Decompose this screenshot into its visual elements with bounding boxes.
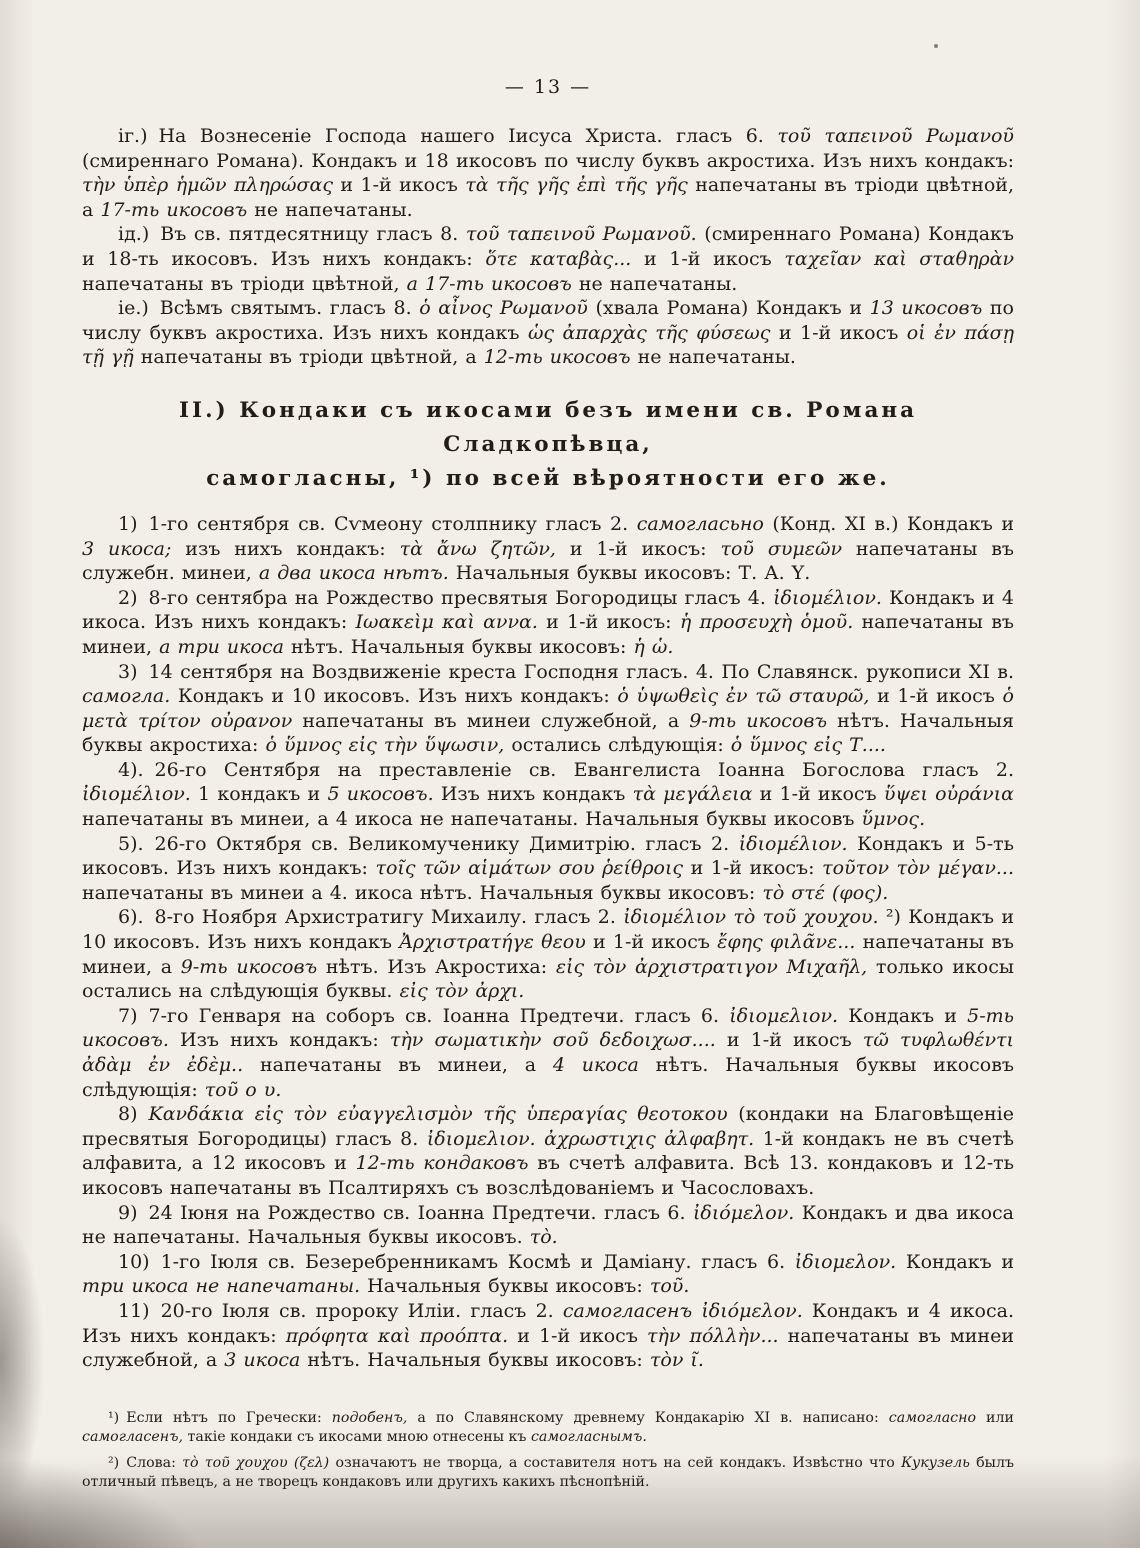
- entry-number: іе.): [118, 297, 149, 320]
- footnote-text: Слова: τὸ τοῦ χουχου (ζελ) означаютъ не творца, а составителя нотъ на сей кондакъ. Извѣстно что Кукузель былъ отличный пѣвецъ, а не творецъ кондаковъ или другихъ какихъ пѣснопѣній.: [82, 1455, 1015, 1491]
- page-number: — 13 —: [504, 76, 592, 98]
- item-text: 14 сентября на Воздвиженіе креста Господня гласъ. 4. По Славянск. рукописи XI в. самогла. Кондакъ и 10 икосовъ. Изъ нихъ кондакъ: ὁ ὑψωθεὶς ἐν τῶ σταυρῶ, и 1-й икосъ ὁ μετὰ τρίτον οὐρανον напечатаны въ минеи служебной, а 9-ть икосовъ нѣтъ. Начальныя буквы акростиха: ὁ ὕμνος εἰς τὴν ὕψωσιν, остались слѣдующія: ὁ ὕμνος εἰς Т....: [82, 660, 1014, 757]
- list-item-5: [82, 832, 1014, 906]
- footnote-text: Если нѣтъ по Гречески: подобенъ, а по Славянскому древнему Кондакарію XI в. написано: самогласно или самогласенъ, такіе кондаки съ икосами мною отнесены къ самогласнымъ.: [82, 1409, 1014, 1445]
- footnote-marker: ²): [108, 1455, 120, 1472]
- list-item-8: [82, 1102, 1014, 1200]
- intro-paragraph-13: [82, 124, 1014, 222]
- item-number: 7): [118, 1004, 138, 1027]
- item-number: 2): [118, 586, 138, 609]
- footnote-1: [82, 1409, 1014, 1447]
- item-text: 26-го Октября св. Великомученику Димитрію. гласъ 2. ἰδιομέλιον. Кондакъ и 5-ть икосовъ. Изъ нихъ кондакъ: τοῖς τῶν αἱμάτων σου ῥείθροις и 1-й икосъ: τοῦτον τὸν μέγαν... напечатаны въ минеи а 4. икоса нѣтъ. Начальныя буквы икосовъ: τὸ στέ (φος).: [82, 832, 1015, 904]
- item-text: 20-го Іюля св. пророку Иліи. гласъ 2. самогласенъ ἰδιόμελον. Кондакъ и 4 икоса. Изъ нихъ кондакъ: πρόφητα καὶ προόπτα. и 1-й икосъ τὴν πόλλὴν... напечатаны въ минеи служебной, а 3 икоса нѣтъ. Начальныя буквы икосовъ: τὸν ῖ.: [82, 1299, 1015, 1372]
- entry-text: Всѣмъ святымъ. гласъ 8. ὁ αἶνος Ρωμανοῦ (хвала Романа) Кондакъ и 13 икосовъ по числу буквъ акростиха. Изъ нихъ кондакъ ὡς ἀπαρχὰς τῆς φύσεως и 1-й икосъ οἱ ἐν πάσῃ τῇ γῇ напечатаны въ тріоди цвѣтной, а 12-ть икосовъ не напечатаны.: [82, 297, 1015, 369]
- section-heading-line2: самогласны, ¹) по всей вѣроятности его же.: [206, 465, 890, 491]
- list-item-10: [82, 1250, 1014, 1299]
- footnote-marker: ¹): [108, 1409, 120, 1426]
- item-number: 9): [118, 1201, 138, 1224]
- footnote-2: [82, 1454, 1014, 1492]
- item-number: 11): [118, 1299, 150, 1322]
- section-heading-line1: II.) Кондаки съ икосами безъ имени св. Романа Сладкопѣвца,: [178, 397, 918, 457]
- numbered-list-section: [82, 512, 1014, 1373]
- intro-paragraph-14: [82, 222, 1014, 296]
- item-text: 7-го Генваря на соборъ св. Іоанна Предтечи. гласъ 6. ἰδιομελιον. Кондакъ и 5-ть икосовъ. Изъ нихъ кондакъ: τὴν σωματικὴν σοῦ δεδοιχωσ.... и 1-й икосъ τῶ τυφλωθέντι ἀδὰμ ἐν ἐδὲμ.. напечатаны въ минеи, а 4 икоса нѣтъ. Начальныя буквы икосовъ слѣдующія: τοῦ ο υ.: [82, 1004, 1015, 1101]
- list-item-1: [82, 512, 1014, 586]
- intro-paragraph-15: [82, 296, 1014, 370]
- section-heading: [82, 394, 1014, 496]
- item-number: 10): [118, 1250, 150, 1273]
- item-text: 8-го Ноября Архистратигу Михаилу. гласъ 2. ἰδιομέλιον τὸ τοῦ χουχου. ²) Кондакъ и 10 икосовъ. Изъ нихъ кондакъ Ἀρχιστρατήγε θεου и 1-й икосъ ἔφης φιλᾶνε... напечатаны въ минеи, а 9-ть икосовъ нѣтъ. Изъ Акростиха: εἰς τὸν ἀρχιστρατιγον Μιχαῆλ, только икосы остались на слѣдующія буквы. εἰς τὸν ἀρχι.: [82, 906, 1015, 1003]
- item-number: 6).: [118, 906, 144, 929]
- entry-number: іг.): [118, 125, 148, 147]
- item-text: 1-го Іюля св. Безеребренникамъ Космѣ и Даміану. гласъ 6. ἰδιομελον. Кондакъ и три икоса не напечатаны. Начальныя буквы икосовъ: τοῦ.: [82, 1250, 1014, 1298]
- footnotes-section: [82, 1409, 1014, 1493]
- item-number: 3): [118, 660, 138, 683]
- item-text: 26-го Сентября на преставленіе св. Евангелиста Іоанна Богослова гласъ 2. ἰδιομέλιον. 1 кондакъ и 5 икосовъ. Изъ нихъ кондакъ τὰ μεγάλεια и 1-й икосъ ὕψει οὐράνια напечатаны въ минеи, а 4 икоса не напечатаны. Начальныя буквы икосовъ ὕμνος.: [82, 758, 1014, 831]
- entry-text: На Вознесеніе Господа нашего Іисуса Христа. гласъ 6. τοῦ ταπεινοῦ Ρωμανοῦ (смиреннаго Романа). Кондакъ и 18 икосовъ по числу буквъ акростиха. Изъ нихъ кондакъ: τὴν ὑπὲρ ἡμῶν πληρώσας и 1-й икосъ τὰ τῆς γῆς ἐπὶ τῆς γῆς напечатаны въ тріоди цвѣтной, а 17-ть икосовъ не напечатаны.: [82, 125, 1014, 221]
- scan-speck: [934, 44, 938, 48]
- item-text: 24 Іюня на Рождество св. Іоанна Предтечи. гласъ 6. ἰδιόμελον. Кондакъ и два икоса не напечатаны. Начальныя буквы икосовъ. τὸ.: [82, 1201, 1014, 1249]
- list-item-11: [82, 1299, 1014, 1373]
- item-text: 1-го сентября св. Сѵмеону столпнику гласъ 2. самогласьно (Конд. XI в.) Кондакъ и 3 икоса; изъ нихъ кондакъ: τὰ ἄνω ζητῶν, и 1-й икосъ: τοῦ συμεῶν напечатаны въ служебн. минеи, а два икоса нѣтъ. Начальныя буквы икосовъ: Т. А. Υ.: [82, 512, 1015, 585]
- item-text: 8-го сентябра на Рождество пресвятыя Богородицы гласъ 4. ἰδιομέλιον. Кондакъ и 4 икоса. Изъ нихъ кондакъ: Ιωακεὶμ καὶ αννα. и 1-й икосъ: ἡ προσευχὴ ὁμοῦ. напечатаны въ минеи, а три икоса нѣтъ. Начальныя буквы икосовъ: ἡ ὡ.: [82, 586, 1014, 658]
- list-item-2: [82, 586, 1014, 660]
- list-item-4: [82, 758, 1014, 832]
- item-number: 5).: [118, 832, 144, 855]
- entry-number: ід.): [118, 223, 150, 246]
- text-block: [82, 76, 1014, 1500]
- item-number: 1): [118, 512, 138, 535]
- list-item-7: [82, 1004, 1014, 1102]
- list-item-6: [82, 905, 1014, 1003]
- intro-section: [82, 124, 1014, 370]
- item-text: Κανδάκια εἰς τὸν εὐαγγελισμὸν τῆς ὑπεραγίας θεοτοκου (кондаки на Благовѣщеніе пресвятыя Богородицы) гласъ 8. ἰδιομελιον. ἀχρωστιχις ἀλφαβητ. 1-й кондакъ не въ счетѣ алфавита, а 12 икосовъ и 12-ть кондаковъ въ счетѣ алфавита. Всѣ 13. кондаковъ и 12-ть икосовъ напечатаны въ Псалтиряхъ съ возслѣдованіемъ и Часословахъ.: [82, 1103, 1014, 1199]
- entry-text: Въ св. пятдесятницу гласъ 8. τοῦ ταπεινοῦ Ρωμανοῦ. (смиреннаго Романа) Кондакъ и 18-ть икосовъ. Изъ нихъ кондакъ: ὅτε καταβὰς... и 1-й икосъ ταχεῖαν καὶ σταθηρὰν напечатаны въ тріоди цвѣтной, а 17-ть икосовъ не напечатаны.: [82, 223, 1014, 295]
- item-number: 4).: [118, 758, 144, 781]
- item-number: 8): [118, 1103, 138, 1126]
- list-item-9: [82, 1201, 1014, 1250]
- list-item-3: [82, 660, 1014, 758]
